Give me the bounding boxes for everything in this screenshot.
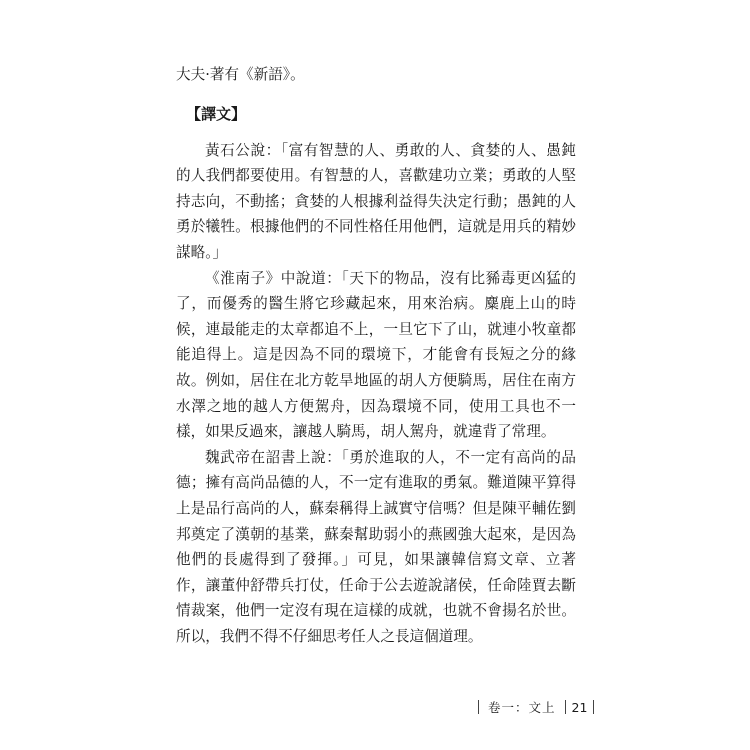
paragraph-huangshigong: 黃石公說：「富有智慧的人、勇敢的人、貪婪的人、愚鈍的人我們都要使用。有智慧的人，喜歡建功立業；勇敢的人堅持志向，不動搖；貪婪的人根據利益得失決定行動；愚鈍的人勇於犧牲。根據他們的不同性格任用他們，這就是用兵的精妙謀略。」 <box>176 141 576 261</box>
footer-chapter: 卷一：文上 <box>488 700 556 715</box>
page-body <box>176 62 576 649</box>
section-heading: 【譯文】 <box>186 104 247 123</box>
paragraph-weiwudi: 魏武帝在詔書上說：「勇於進取的人，不一定有高尚的品德；擁有高尚品德的人，不一定有進取的勇氣。難道陳平算得上是品行高尚的人，蘇秦稱得上誠實守信嗎？但是陳平輔佐劉邦奠定了漢朝的基業，蘇秦幫助弱小的燕國強大起來，是因為他們的長處得到了發揮。」可見，如果讓韓信寫文章、立著作，讓董仲舒帶兵打仗，任命于公去遊說諸侯，任命陸賈去斷情裁案，他們一定沒有現在這樣的成就，也就不會揚名於世。所以，我們不得不仔細思考任人之長這個道理。 <box>176 448 576 645</box>
page-number: 21 <box>571 699 588 715</box>
page-footer <box>478 698 594 716</box>
footer-divider-right <box>593 700 594 714</box>
paragraph-huainanzi: 《淮南子》中說道：「天下的物品，沒有比豨毒更凶猛的了，而優秀的醫生將它珍藏起來，用來治病。麋鹿上山的時候，連最能走的太章都追不上，一旦它下了山，就連小牧童都能追得上。這是因為不同的環境下，才能會有長短之分的緣故。例如，居住在北方乾旱地區的胡人方便騎馬，居住在南方水澤之地的越人方便駕舟，因為環境不同，使用工具也不一樣，如果反過來，讓越人騎馬，胡人駕舟，就違背了常理。 <box>176 269 576 441</box>
lead-line: 大夫·著有《新語》。 <box>176 66 305 83</box>
